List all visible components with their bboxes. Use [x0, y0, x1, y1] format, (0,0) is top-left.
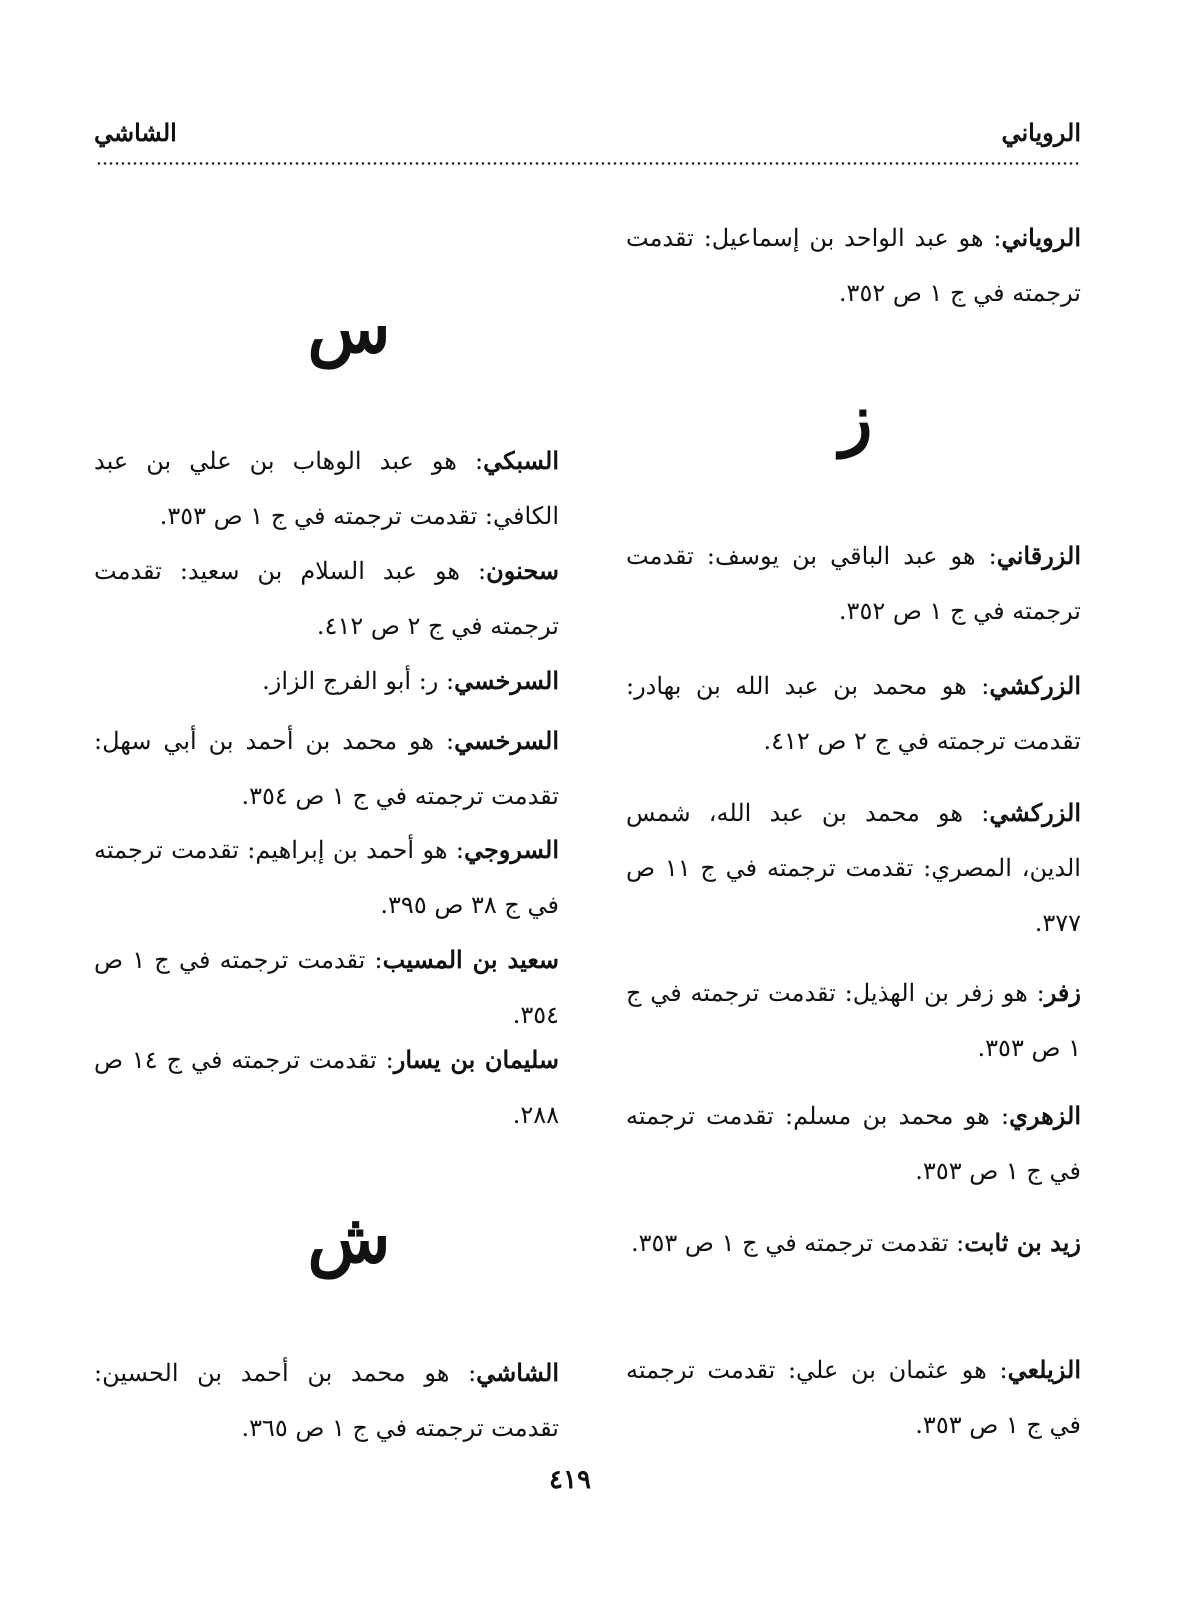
index-entry — [94, 822, 559, 933]
entry-name: زفر — [1044, 978, 1081, 1007]
page-number: ٤١٩ — [549, 1465, 591, 1495]
index-entry — [626, 658, 1081, 769]
entry-text: : هو محمد بن أحمد بن أبي سهل: تقدمت ترجمته في ج ١ ص ٣٥٤. — [94, 727, 559, 810]
entry-name: سليمان بن يسار — [393, 1045, 559, 1074]
entry-name: الزركشي — [989, 671, 1081, 700]
section-letter-shin: ش — [307, 1199, 391, 1279]
entry-name: سحنون — [486, 556, 559, 585]
entry-text: : هو زفر بن الهذيل: تقدمت ترجمته في ج ١ ص ٣٥٣. — [626, 979, 1081, 1062]
index-entry — [94, 543, 559, 654]
entry-text: : تقدمت ترجمته في ج ١ ص ٣٥٤. — [94, 946, 559, 1029]
entry-text: : هو عثمان بن علي: تقدمت ترجمته في ج ١ ص ٣٥٣. — [626, 1356, 1081, 1439]
running-header-left: الشاشي — [94, 118, 177, 147]
entry-text: : هو عبد السلام بن سعيد: تقدمت ترجمته في ج ٢ ص ٤١٢. — [94, 557, 559, 640]
index-entry — [94, 932, 559, 1043]
entry-text: : هو عبد الوهاب بن علي بن عبد الكافي: تقدمت ترجمته في ج ١ ص ٣٥٣. — [94, 447, 559, 530]
entry-name: الزيلعي — [1007, 1355, 1081, 1384]
entry-text: : هو محمد بن أحمد بن الحسين: تقدمت ترجمته في ج ١ ص ٣٦٥. — [94, 1359, 559, 1442]
entry-name: السبكي — [483, 446, 559, 475]
entry-text: : هو أحمد بن إبراهيم: تقدمت ترجمته في ج ٣٨ ص ٣٩٥. — [94, 836, 559, 919]
entry-text: : هو محمد بن عبد الله، شمس الدين، المصري: تقدمت ترجمته في ج ١١ ص ٣٧٧. — [626, 799, 1081, 937]
entry-name: الشاشي — [476, 1358, 559, 1387]
entry-name: السروجي — [463, 835, 559, 864]
index-entry — [626, 1215, 1081, 1271]
entry-text: : هو عبد الباقي بن يوسف: تقدمت ترجمته في ج ١ ص ٣٥٢. — [626, 542, 1081, 625]
index-entry — [626, 965, 1081, 1076]
entry-text: : هو محمد بن مسلم: تقدمت ترجمته في ج ١ ص ٣٥٣. — [626, 1102, 1081, 1185]
index-entry — [626, 1088, 1081, 1199]
index-entry — [626, 210, 1081, 321]
running-header-right: الروياني — [1001, 118, 1081, 147]
index-entry — [94, 433, 559, 544]
index-entry — [94, 653, 559, 709]
entry-text: : ر: أبو الفرج الزاز. — [262, 667, 455, 695]
entry-text: : تقدمت ترجمته في ج ١٤ ص ٢٨٨. — [94, 1046, 559, 1129]
entry-name: زيد بن ثابت — [964, 1228, 1081, 1257]
entry-name: سعيد بن المسيب — [382, 945, 560, 974]
header-dotted-rule — [96, 162, 1081, 165]
section-letter-sin: س — [307, 289, 391, 369]
entry-name: السرخسي — [454, 726, 559, 755]
index-entry — [626, 785, 1081, 951]
index-entry — [94, 1345, 559, 1456]
entry-text: : هو محمد بن عبد الله بن بهادر: تقدمت ترجمته في ج ٢ ص ٤١٢. — [626, 672, 1081, 755]
index-entry — [626, 1342, 1081, 1453]
entry-text: : هو عبد الواحد بن إسماعيل: تقدمت ترجمته في ج ١ ص ٣٥٢. — [626, 224, 1081, 307]
entry-name: الزرقاني — [996, 541, 1081, 570]
index-entry — [94, 1032, 559, 1143]
entry-name: الزركشي — [989, 798, 1081, 827]
index-entry — [626, 528, 1081, 639]
index-entry — [94, 713, 559, 824]
entry-name: الزهري — [1009, 1101, 1081, 1130]
section-letter-zay: ز — [839, 379, 873, 459]
entry-text: : تقدمت ترجمته في ج ١ ص ٣٥٣. — [630, 1229, 965, 1257]
entry-name: الروياني — [1001, 223, 1081, 252]
entry-name: السرخسي — [454, 666, 559, 695]
